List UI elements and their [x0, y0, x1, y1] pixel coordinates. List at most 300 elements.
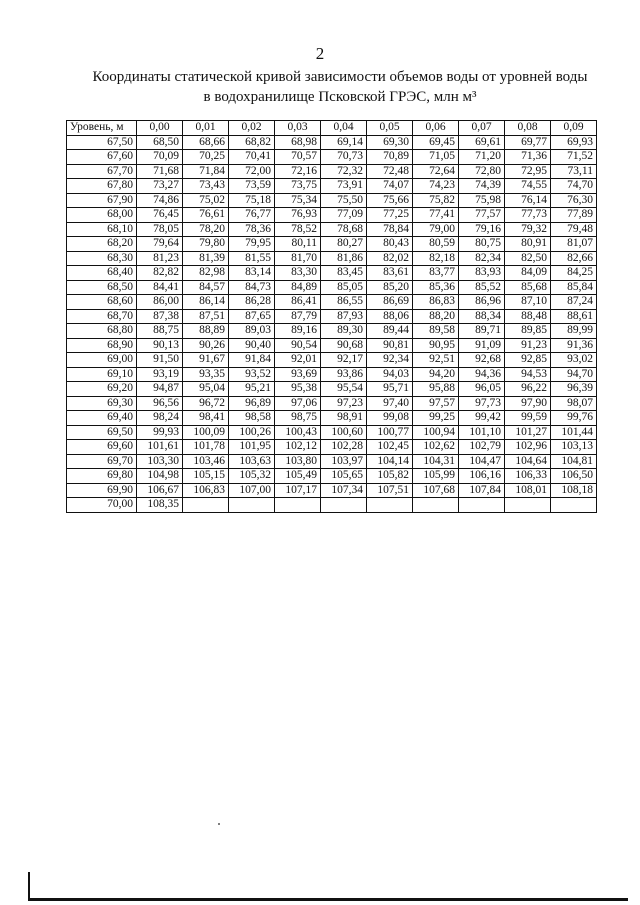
header-column: 0,03	[275, 121, 321, 136]
volume-cell: 91,36	[551, 338, 597, 353]
volume-cell: 91,67	[183, 353, 229, 368]
volume-cell: 70,89	[367, 150, 413, 165]
volume-cell: 68,50	[137, 135, 183, 150]
table-row	[67, 179, 597, 194]
volume-cell: 107,34	[321, 483, 367, 498]
volume-cell: 71,68	[137, 164, 183, 179]
volume-cell: 105,65	[321, 469, 367, 484]
scan-edge-left	[28, 872, 30, 900]
volume-cell: 101,95	[229, 440, 275, 455]
volume-cell: 85,20	[367, 280, 413, 295]
volume-cell: 74,23	[413, 179, 459, 194]
volume-cell: 81,07	[551, 237, 597, 252]
volume-cell: 104,14	[367, 454, 413, 469]
row-level: 69,20	[67, 382, 137, 397]
volume-cell: 80,27	[321, 237, 367, 252]
volume-cell: 73,43	[183, 179, 229, 194]
header-column: 0,07	[459, 121, 505, 136]
volume-cell: 92,17	[321, 353, 367, 368]
volume-cell: 75,82	[413, 193, 459, 208]
volume-cell: 88,89	[183, 324, 229, 339]
volume-cell: 77,09	[321, 208, 367, 223]
volume-cell: 69,77	[505, 135, 551, 150]
volume-table	[66, 120, 597, 513]
volume-cell: 90,13	[137, 338, 183, 353]
volume-cell: 84,89	[275, 280, 321, 295]
header-column: 0,05	[367, 121, 413, 136]
volume-cell: 73,91	[321, 179, 367, 194]
volume-cell: 72,00	[229, 164, 275, 179]
volume-cell: 73,59	[229, 179, 275, 194]
volume-cell: 85,05	[321, 280, 367, 295]
volume-cell: 89,58	[413, 324, 459, 339]
row-level: 67,70	[67, 164, 137, 179]
volume-cell: 94,53	[505, 367, 551, 382]
volume-cell: 94,03	[367, 367, 413, 382]
volume-cell: 97,40	[367, 396, 413, 411]
volume-cell: 70,09	[137, 150, 183, 165]
volume-cell: 73,27	[137, 179, 183, 194]
table-row	[67, 440, 597, 455]
table-row	[67, 338, 597, 353]
header-column: 0,02	[229, 121, 275, 136]
volume-cell: 71,20	[459, 150, 505, 165]
volume-cell: 81,39	[183, 251, 229, 266]
volume-cell: 78,84	[367, 222, 413, 237]
volume-cell: 86,41	[275, 295, 321, 310]
volume-cell: 97,90	[505, 396, 551, 411]
volume-cell: 70,25	[183, 150, 229, 165]
volume-cell: 68,66	[183, 135, 229, 150]
table-row	[67, 208, 597, 223]
volume-cell: 103,46	[183, 454, 229, 469]
volume-cell: 78,20	[183, 222, 229, 237]
row-level: 67,90	[67, 193, 137, 208]
volume-cell: 88,75	[137, 324, 183, 339]
table-row	[67, 222, 597, 237]
row-level: 70,00	[67, 498, 137, 513]
volume-cell: 80,59	[413, 237, 459, 252]
table-row	[67, 280, 597, 295]
volume-cell: 95,38	[275, 382, 321, 397]
volume-cell: 80,91	[505, 237, 551, 252]
volume-cell: 84,25	[551, 266, 597, 281]
row-level: 67,80	[67, 179, 137, 194]
volume-cell: 70,57	[275, 150, 321, 165]
volume-cell: 82,66	[551, 251, 597, 266]
page-title	[60, 67, 620, 107]
volume-cell: 87,38	[137, 309, 183, 324]
table-row	[67, 483, 597, 498]
volume-cell: 94,20	[413, 367, 459, 382]
table-row	[67, 396, 597, 411]
volume-cell: 102,62	[413, 440, 459, 455]
volume-cell: 81,86	[321, 251, 367, 266]
volume-cell: 79,80	[183, 237, 229, 252]
volume-cell: 98,41	[183, 411, 229, 426]
table-row	[67, 425, 597, 440]
volume-cell: 98,24	[137, 411, 183, 426]
volume-cell: 90,40	[229, 338, 275, 353]
volume-cell: 73,11	[551, 164, 597, 179]
volume-cell: 102,45	[367, 440, 413, 455]
table-row	[67, 266, 597, 281]
volume-cell: 83,30	[275, 266, 321, 281]
volume-cell: 86,69	[367, 295, 413, 310]
row-level: 69,30	[67, 396, 137, 411]
volume-cell: 107,00	[229, 483, 275, 498]
volume-cell: 75,02	[183, 193, 229, 208]
table-row	[67, 324, 597, 339]
header-column: 0,01	[183, 121, 229, 136]
volume-cell: 72,95	[505, 164, 551, 179]
volume-cell	[275, 498, 321, 513]
volume-cell: 76,30	[551, 193, 597, 208]
volume-cell: 91,50	[137, 353, 183, 368]
volume-cell: 101,27	[505, 425, 551, 440]
volume-cell: 103,80	[275, 454, 321, 469]
volume-cell: 68,82	[229, 135, 275, 150]
scan-speck	[218, 823, 220, 825]
volume-cell: 81,70	[275, 251, 321, 266]
volume-cell: 71,36	[505, 150, 551, 165]
volume-cell: 88,20	[413, 309, 459, 324]
volume-cell: 86,55	[321, 295, 367, 310]
volume-cell: 90,54	[275, 338, 321, 353]
row-level: 68,80	[67, 324, 137, 339]
volume-cell: 72,48	[367, 164, 413, 179]
volume-cell: 74,86	[137, 193, 183, 208]
volume-cell	[367, 498, 413, 513]
volume-cell: 91,23	[505, 338, 551, 353]
volume-cell: 85,84	[551, 280, 597, 295]
volume-cell: 74,55	[505, 179, 551, 194]
volume-cell: 98,91	[321, 411, 367, 426]
volume-cell: 99,93	[137, 425, 183, 440]
row-level: 69,90	[67, 483, 137, 498]
volume-cell: 90,26	[183, 338, 229, 353]
volume-cell: 101,10	[459, 425, 505, 440]
volume-cell	[413, 498, 459, 513]
volume-cell: 89,71	[459, 324, 505, 339]
volume-cell: 86,14	[183, 295, 229, 310]
volume-cell: 96,56	[137, 396, 183, 411]
volume-cell: 100,26	[229, 425, 275, 440]
volume-cell: 93,35	[183, 367, 229, 382]
volume-cell: 82,82	[137, 266, 183, 281]
volume-cell: 82,50	[505, 251, 551, 266]
table-body	[67, 135, 597, 512]
row-level: 68,00	[67, 208, 137, 223]
volume-cell: 86,00	[137, 295, 183, 310]
volume-cell: 92,34	[367, 353, 413, 368]
volume-cell: 78,52	[275, 222, 321, 237]
volume-cell	[459, 498, 505, 513]
volume-cell: 105,32	[229, 469, 275, 484]
row-level: 68,40	[67, 266, 137, 281]
volume-cell: 76,14	[505, 193, 551, 208]
volume-cell: 106,50	[551, 469, 597, 484]
row-level: 68,30	[67, 251, 137, 266]
volume-cell: 93,19	[137, 367, 183, 382]
volume-cell: 105,15	[183, 469, 229, 484]
header-column: 0,04	[321, 121, 367, 136]
row-level: 68,70	[67, 309, 137, 324]
volume-cell: 72,64	[413, 164, 459, 179]
volume-cell: 88,61	[551, 309, 597, 324]
volume-cell: 80,11	[275, 237, 321, 252]
volume-cell: 91,09	[459, 338, 505, 353]
volume-cell: 82,34	[459, 251, 505, 266]
volume-cell: 95,54	[321, 382, 367, 397]
volume-cell	[321, 498, 367, 513]
table-header-row	[67, 121, 597, 136]
volume-cell: 108,18	[551, 483, 597, 498]
volume-cell: 78,36	[229, 222, 275, 237]
volume-cell: 72,16	[275, 164, 321, 179]
volume-cell: 77,25	[367, 208, 413, 223]
volume-cell: 98,75	[275, 411, 321, 426]
scan-edge-bottom	[28, 898, 628, 901]
volume-cell: 69,30	[367, 135, 413, 150]
volume-cell: 85,52	[459, 280, 505, 295]
volume-cell: 93,52	[229, 367, 275, 382]
volume-cell: 98,07	[551, 396, 597, 411]
volume-cell: 79,00	[413, 222, 459, 237]
volume-cell: 97,06	[275, 396, 321, 411]
volume-cell: 84,41	[137, 280, 183, 295]
volume-cell: 100,43	[275, 425, 321, 440]
volume-cell: 79,95	[229, 237, 275, 252]
table-row	[67, 309, 597, 324]
row-level: 67,50	[67, 135, 137, 150]
volume-cell: 70,41	[229, 150, 275, 165]
table-row	[67, 353, 597, 368]
volume-cell: 99,25	[413, 411, 459, 426]
row-level: 68,60	[67, 295, 137, 310]
volume-cell	[505, 498, 551, 513]
volume-cell: 77,73	[505, 208, 551, 223]
volume-cell: 82,18	[413, 251, 459, 266]
row-level: 69,50	[67, 425, 137, 440]
table-row	[67, 367, 597, 382]
volume-cell: 104,98	[137, 469, 183, 484]
volume-cell: 96,39	[551, 382, 597, 397]
volume-cell: 82,98	[183, 266, 229, 281]
volume-cell: 88,34	[459, 309, 505, 324]
volume-cell	[551, 498, 597, 513]
table-row	[67, 135, 597, 150]
volume-cell: 72,32	[321, 164, 367, 179]
volume-cell: 102,12	[275, 440, 321, 455]
table-row	[67, 411, 597, 426]
volume-cell	[183, 498, 229, 513]
volume-cell: 73,75	[275, 179, 321, 194]
volume-cell: 86,28	[229, 295, 275, 310]
row-level: 69,80	[67, 469, 137, 484]
table-row	[67, 237, 597, 252]
volume-cell: 90,81	[367, 338, 413, 353]
volume-cell: 75,18	[229, 193, 275, 208]
volume-cell: 96,05	[459, 382, 505, 397]
volume-cell: 87,51	[183, 309, 229, 324]
volume-cell: 96,72	[183, 396, 229, 411]
volume-cell: 76,45	[137, 208, 183, 223]
row-level: 69,00	[67, 353, 137, 368]
volume-cell: 89,44	[367, 324, 413, 339]
volume-cell: 83,61	[367, 266, 413, 281]
volume-cell: 108,01	[505, 483, 551, 498]
volume-cell: 84,73	[229, 280, 275, 295]
volume-cell: 103,97	[321, 454, 367, 469]
volume-cell: 77,57	[459, 208, 505, 223]
header-level: Уровень, м	[67, 121, 137, 136]
row-level: 69,70	[67, 454, 137, 469]
volume-cell: 94,87	[137, 382, 183, 397]
volume-cell: 99,42	[459, 411, 505, 426]
title-line-1: Координаты статической кривой зависимости объемов воды от уровней воды	[92, 69, 588, 85]
table-row	[67, 469, 597, 484]
volume-cell: 97,57	[413, 396, 459, 411]
volume-table-container	[66, 120, 597, 513]
volume-cell: 75,66	[367, 193, 413, 208]
volume-cell: 100,60	[321, 425, 367, 440]
table-row	[67, 498, 597, 513]
volume-cell: 79,16	[459, 222, 505, 237]
volume-cell: 86,83	[413, 295, 459, 310]
volume-cell: 74,70	[551, 179, 597, 194]
volume-cell: 96,22	[505, 382, 551, 397]
table-row	[67, 295, 597, 310]
volume-cell: 104,81	[551, 454, 597, 469]
volume-cell: 105,49	[275, 469, 321, 484]
volume-cell: 72,80	[459, 164, 505, 179]
volume-cell: 74,07	[367, 179, 413, 194]
volume-cell: 69,93	[551, 135, 597, 150]
volume-cell: 87,93	[321, 309, 367, 324]
volume-cell: 83,45	[321, 266, 367, 281]
volume-cell: 93,02	[551, 353, 597, 368]
volume-cell: 82,02	[367, 251, 413, 266]
volume-cell: 100,09	[183, 425, 229, 440]
volume-cell: 71,52	[551, 150, 597, 165]
volume-cell: 102,28	[321, 440, 367, 455]
volume-cell: 87,65	[229, 309, 275, 324]
volume-cell: 94,70	[551, 367, 597, 382]
volume-cell: 81,55	[229, 251, 275, 266]
volume-cell: 101,78	[183, 440, 229, 455]
volume-cell: 83,77	[413, 266, 459, 281]
header-column: 0,08	[505, 121, 551, 136]
volume-cell: 95,71	[367, 382, 413, 397]
volume-cell: 88,48	[505, 309, 551, 324]
volume-cell: 106,67	[137, 483, 183, 498]
volume-cell: 76,77	[229, 208, 275, 223]
volume-cell: 106,83	[183, 483, 229, 498]
volume-cell: 79,48	[551, 222, 597, 237]
volume-cell: 86,96	[459, 295, 505, 310]
volume-cell: 104,47	[459, 454, 505, 469]
volume-cell: 78,05	[137, 222, 183, 237]
row-level: 68,90	[67, 338, 137, 353]
table-row	[67, 382, 597, 397]
title-line-2: в водохранилище Псковской ГРЭС, млн м³	[203, 89, 477, 105]
volume-cell: 69,14	[321, 135, 367, 150]
volume-cell: 78,68	[321, 222, 367, 237]
volume-cell: 88,06	[367, 309, 413, 324]
volume-cell: 87,79	[275, 309, 321, 324]
volume-cell: 77,41	[413, 208, 459, 223]
volume-cell: 85,36	[413, 280, 459, 295]
volume-cell: 106,33	[505, 469, 551, 484]
volume-cell: 76,93	[275, 208, 321, 223]
volume-cell: 80,43	[367, 237, 413, 252]
volume-cell: 97,73	[459, 396, 505, 411]
volume-cell: 83,14	[229, 266, 275, 281]
volume-cell: 87,24	[551, 295, 597, 310]
volume-cell: 107,17	[275, 483, 321, 498]
row-level: 68,50	[67, 280, 137, 295]
row-level: 69,40	[67, 411, 137, 426]
volume-cell: 95,21	[229, 382, 275, 397]
volume-cell: 108,35	[137, 498, 183, 513]
volume-cell: 96,89	[229, 396, 275, 411]
volume-cell: 94,36	[459, 367, 505, 382]
volume-cell: 84,57	[183, 280, 229, 295]
volume-cell: 95,88	[413, 382, 459, 397]
volume-cell	[229, 498, 275, 513]
volume-cell: 92,51	[413, 353, 459, 368]
volume-cell: 89,16	[275, 324, 321, 339]
volume-cell: 105,99	[413, 469, 459, 484]
volume-cell: 99,76	[551, 411, 597, 426]
volume-cell: 100,94	[413, 425, 459, 440]
volume-cell: 91,84	[229, 353, 275, 368]
row-level: 68,10	[67, 222, 137, 237]
volume-cell: 89,99	[551, 324, 597, 339]
table-row	[67, 251, 597, 266]
volume-cell: 79,64	[137, 237, 183, 252]
volume-cell: 90,95	[413, 338, 459, 353]
volume-cell: 74,39	[459, 179, 505, 194]
volume-cell: 79,32	[505, 222, 551, 237]
page-number: 2	[315, 44, 325, 63]
volume-cell: 95,04	[183, 382, 229, 397]
volume-cell: 92,85	[505, 353, 551, 368]
volume-cell: 68,98	[275, 135, 321, 150]
table-row	[67, 150, 597, 165]
volume-cell: 92,68	[459, 353, 505, 368]
volume-cell: 102,96	[505, 440, 551, 455]
volume-cell: 77,89	[551, 208, 597, 223]
volume-cell: 84,09	[505, 266, 551, 281]
volume-cell: 103,13	[551, 440, 597, 455]
volume-cell: 89,85	[505, 324, 551, 339]
volume-cell: 107,84	[459, 483, 505, 498]
volume-cell: 101,61	[137, 440, 183, 455]
volume-cell: 104,31	[413, 454, 459, 469]
volume-cell: 102,79	[459, 440, 505, 455]
volume-cell: 70,73	[321, 150, 367, 165]
volume-cell: 75,98	[459, 193, 505, 208]
table-row	[67, 454, 597, 469]
volume-cell: 105,82	[367, 469, 413, 484]
volume-cell: 93,69	[275, 367, 321, 382]
volume-cell: 85,68	[505, 280, 551, 295]
row-level: 68,20	[67, 237, 137, 252]
row-level: 69,10	[67, 367, 137, 382]
volume-cell: 97,23	[321, 396, 367, 411]
